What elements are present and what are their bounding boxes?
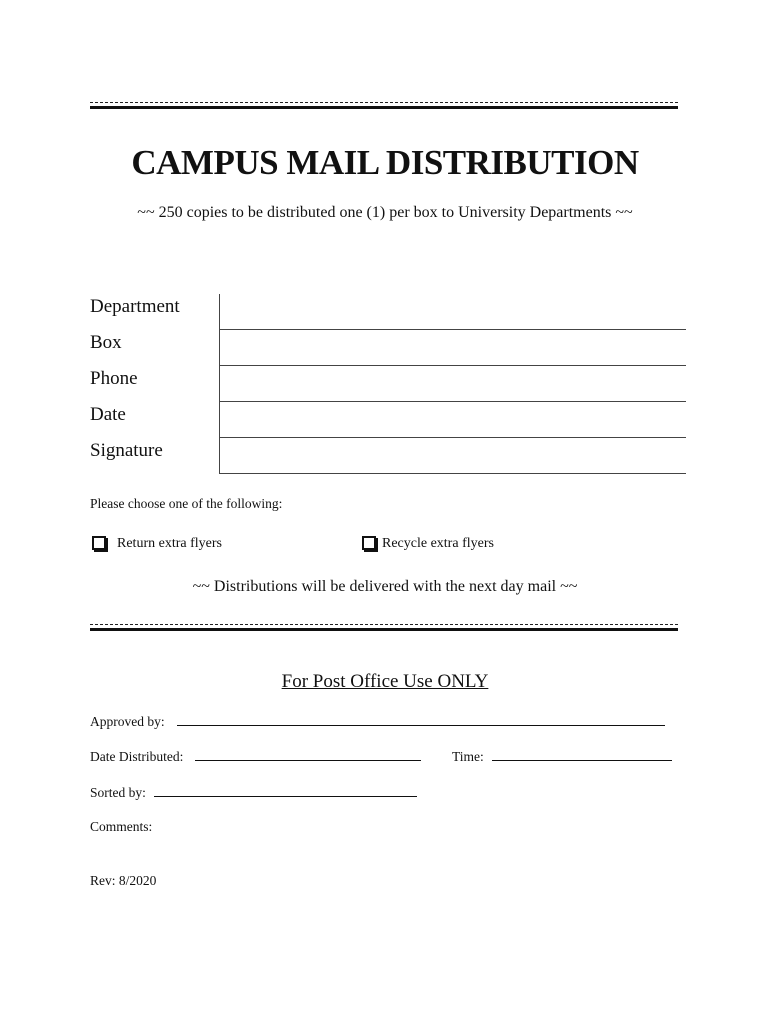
box-field[interactable] xyxy=(224,334,682,362)
recycle-option-label: Recycle extra flyers xyxy=(382,536,494,551)
date-distributed-row xyxy=(90,746,421,765)
approved-by-label: Approved by: xyxy=(90,714,165,729)
signature-label: Signature xyxy=(90,440,163,461)
recycle-checkbox[interactable] xyxy=(362,536,376,550)
signature-field[interactable] xyxy=(224,442,682,470)
phone-label: Phone xyxy=(90,368,138,389)
comments-label: Comments: xyxy=(90,819,153,834)
time-label: Time: xyxy=(452,749,484,764)
form-row-department xyxy=(86,294,686,330)
form-row-signature xyxy=(86,438,686,474)
form-row-phone xyxy=(86,366,686,402)
box-label: Box xyxy=(90,332,122,353)
top-separator xyxy=(90,102,678,110)
sorted-by-field[interactable] xyxy=(154,782,417,797)
date-distributed-label: Date Distributed: xyxy=(90,749,184,764)
return-checkbox[interactable] xyxy=(92,536,106,550)
date-distributed-field[interactable] xyxy=(195,746,421,761)
department-label: Department xyxy=(90,296,180,317)
return-flyers-option[interactable] xyxy=(92,536,222,552)
page-title: CAMPUS MAIL DISTRIBUTION xyxy=(131,143,639,182)
form-row-date xyxy=(86,402,686,438)
choice-prompt: Please choose one of the following: xyxy=(90,496,283,511)
revision-label: Rev: 8/2020 xyxy=(90,873,157,888)
approved-by-row xyxy=(90,711,665,730)
return-option-label: Return extra flyers xyxy=(117,536,222,551)
department-field[interactable] xyxy=(224,298,682,326)
page-subtitle: ~~ 250 copies to be distributed one (1) per box to University Departments ~~ xyxy=(137,204,633,221)
approved-by-field[interactable] xyxy=(177,711,665,726)
date-label: Date xyxy=(90,404,126,425)
time-row xyxy=(452,746,672,765)
delivery-note: ~~ Distributions will be delivered with the next day mail ~~ xyxy=(192,578,578,595)
department-info-table xyxy=(86,294,686,474)
date-field[interactable] xyxy=(224,406,682,434)
recycle-flyers-option[interactable] xyxy=(362,536,494,552)
phone-field[interactable] xyxy=(224,370,682,398)
sorted-by-row xyxy=(90,782,417,801)
sorted-by-label: Sorted by: xyxy=(90,785,146,800)
form-row-box xyxy=(86,330,686,366)
time-field[interactable] xyxy=(492,746,672,761)
middle-separator xyxy=(90,624,678,632)
post-office-title: For Post Office Use ONLY xyxy=(281,671,489,692)
